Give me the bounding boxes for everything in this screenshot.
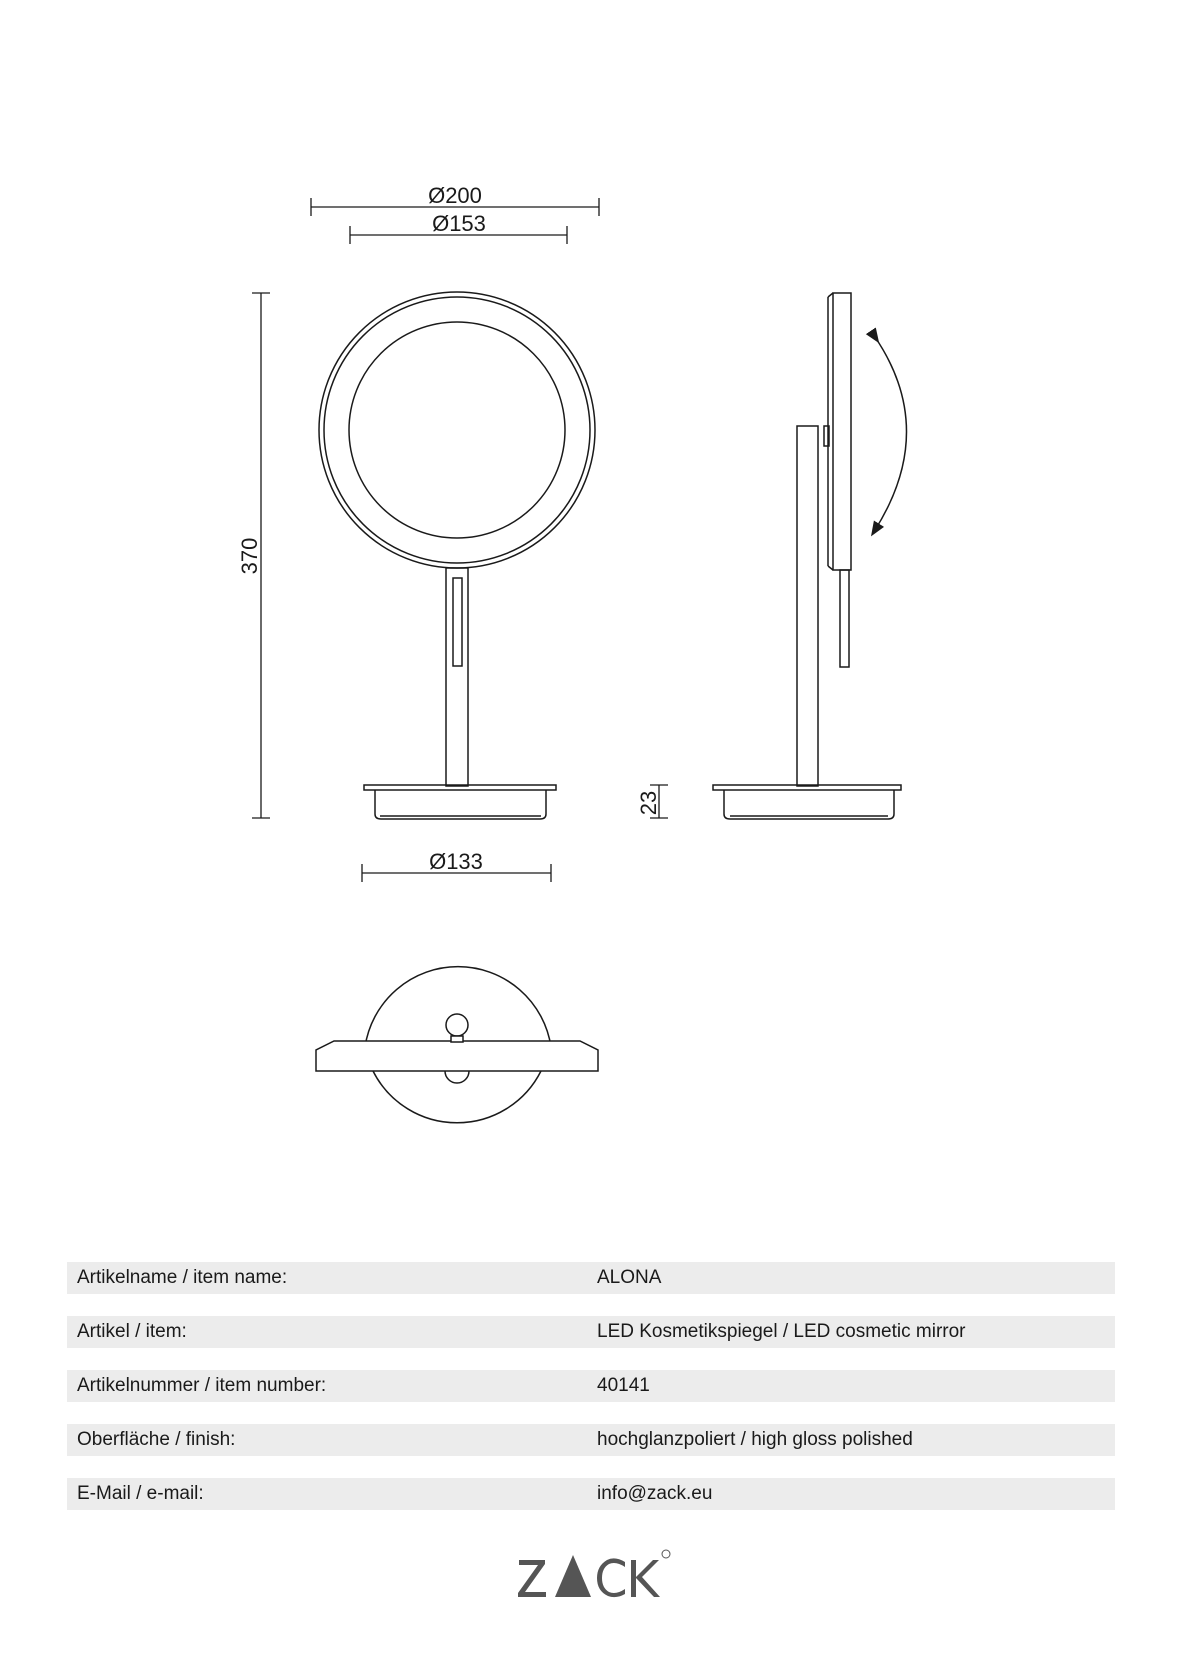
spec-label: Artikel / item: (77, 1321, 187, 1342)
spec-row-item-number (67, 1370, 1115, 1402)
zack-logo (515, 1540, 675, 1610)
spec-row-email (67, 1478, 1115, 1510)
dim-base-diameter-label: Ø133 (429, 849, 483, 874)
spec-value: info@zack.eu (597, 1483, 713, 1504)
spec-label: Artikelnummer / item number: (77, 1375, 327, 1396)
dim-mirror-diameter-label: Ø153 (432, 211, 486, 236)
dim-base-height-label: 23 (636, 790, 661, 816)
spec-table (67, 1262, 1115, 1532)
dim-height-label: 370 (237, 537, 262, 575)
spec-row-finish (67, 1424, 1115, 1456)
spec-value: ALONA (597, 1267, 662, 1288)
spec-value: LED Kosmetikspiegel / LED cosmetic mirror (597, 1321, 966, 1342)
front-view (319, 292, 595, 819)
spec-row-item (67, 1316, 1115, 1348)
spec-value: hochglanzpoliert / high gloss polished (597, 1429, 913, 1450)
dim-outer-diameter-label: Ø200 (428, 183, 482, 208)
spec-row-item-name (67, 1262, 1115, 1294)
side-view (713, 293, 907, 819)
spec-value: 40141 (597, 1375, 650, 1396)
spec-label: Artikelname / item name: (77, 1267, 288, 1288)
spec-label: E-Mail / e-mail: (77, 1483, 204, 1504)
spec-label: Oberfläche / finish: (77, 1429, 236, 1450)
top-view (316, 967, 598, 1123)
